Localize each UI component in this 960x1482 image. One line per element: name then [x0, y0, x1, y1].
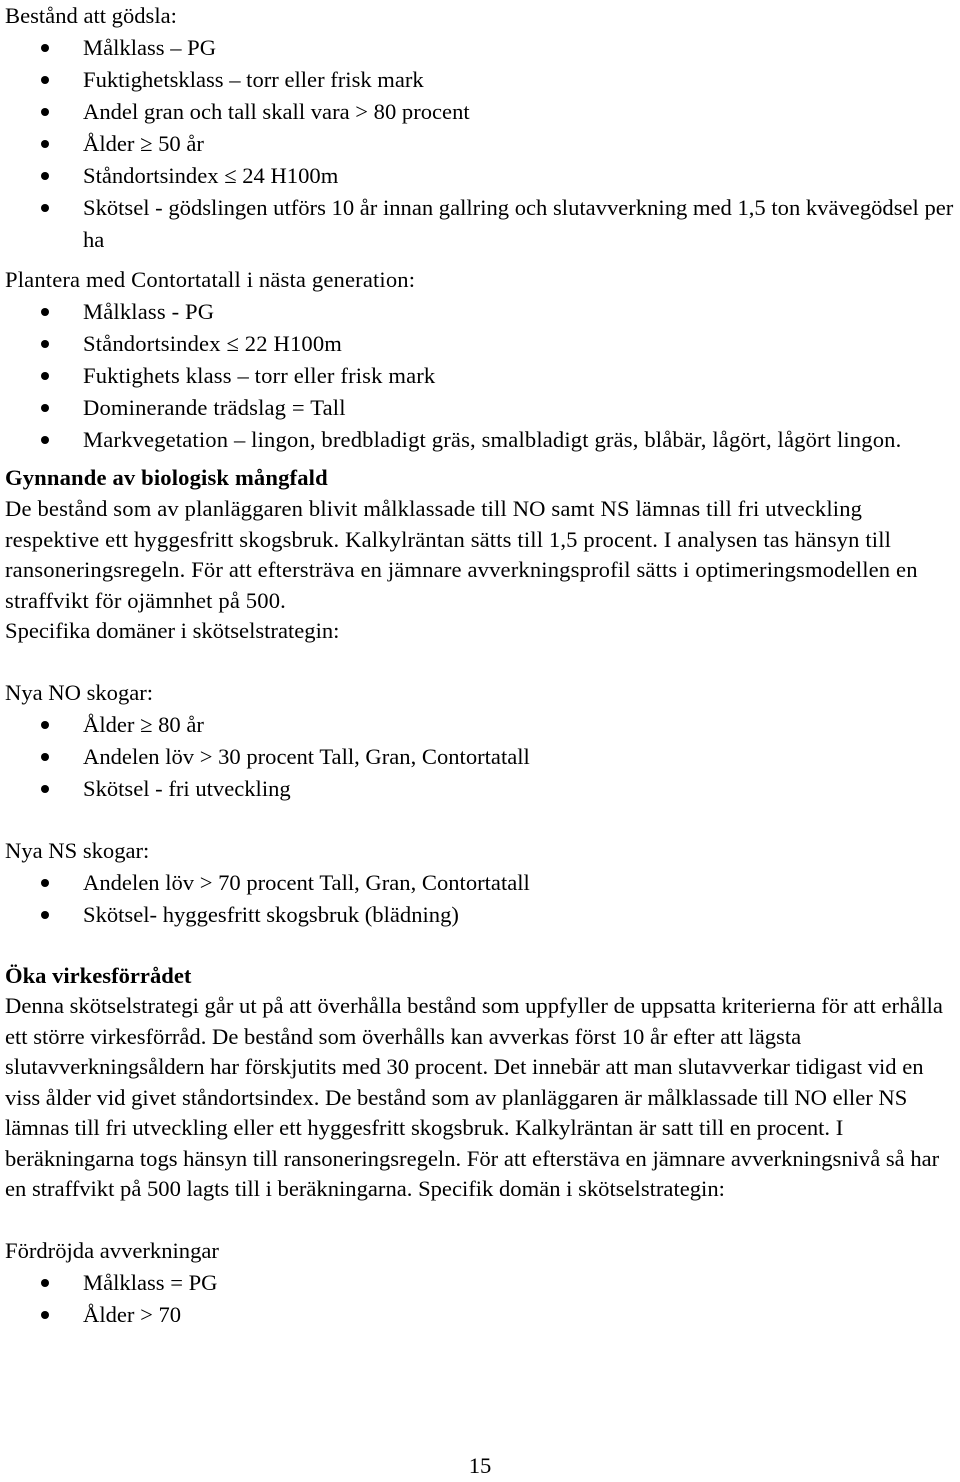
- section-heading-increase-stock: Öka virkesförrådet: [5, 962, 192, 988]
- list-item: Andelen löv > 70 procent Tall, Gran, Contortatall: [5, 867, 955, 899]
- bullet-icon: [41, 308, 49, 316]
- section-heading-biodiversity: Gynnande av biologisk mångfald: [5, 465, 328, 490]
- section-heading-contorta: Plantera med Contortatall i nästa generation:: [5, 267, 416, 292]
- bullet-icon: [41, 372, 49, 380]
- bullet-icon: [41, 108, 49, 116]
- bullet-icon: [41, 911, 49, 919]
- document-page: [5, 0, 955, 1331]
- bullet-icon: [41, 1311, 49, 1319]
- specific-domains-label: Specifika domäner i skötselstrategin:: [5, 618, 340, 643]
- bullet-icon: [41, 140, 49, 148]
- bullet-icon: [41, 753, 49, 761]
- fertilize-criteria-list: [5, 32, 955, 256]
- biodiversity-paragraph: De bestånd som av planläggaren blivit målklassade till NO samt NS lämnas till fri utveckling respektive ett hyggesfritt skogsbruk. Kalkylräntan sätts till 1,5 procent. I analysen tas hänsyn till ransoneringsregeln. För att eftersträva en jämnare avverkningsprofil sätts i optimeringsmodellen en straffvikt för ojämnhet på 500.: [5, 496, 918, 613]
- new-no-list: [5, 709, 955, 805]
- bullet-icon: [41, 340, 49, 348]
- list-item: Ståndortsindex ≤ 24 H100m: [5, 160, 955, 192]
- list-item: Skötsel - gödslingen utförs 10 år innan gallring och slutavverkning med 1,5 ton kvävegödsel per ha: [5, 192, 955, 256]
- bullet-icon: [41, 204, 49, 212]
- list-item: Fuktighetsklass – torr eller frisk mark: [5, 64, 955, 96]
- section-heading-new-no: Nya NO skogar:: [5, 679, 154, 705]
- list-item: Andel gran och tall skall vara > 80 procent: [5, 96, 955, 128]
- list-item: Skötsel - fri utveckling: [5, 773, 955, 805]
- list-item: Ålder ≥ 50 år: [5, 128, 955, 160]
- bullet-icon: [41, 721, 49, 729]
- list-item: Fuktighets klass – torr eller frisk mark: [5, 360, 955, 392]
- bullet-icon: [41, 76, 49, 84]
- bullet-icon: [41, 172, 49, 180]
- list-item: Andelen löv > 30 procent Tall, Gran, Contortatall: [5, 741, 955, 773]
- list-item: Dominerande trädslag = Tall: [5, 392, 955, 424]
- bullet-icon: [41, 1279, 49, 1287]
- section-heading-delayed-harvest: Fördröjda avverkningar: [5, 1237, 219, 1263]
- list-item: Målklass – PG: [5, 32, 955, 64]
- new-ns-list: [5, 867, 955, 931]
- bullet-icon: [41, 879, 49, 887]
- page-number: 15: [468, 1453, 492, 1478]
- list-item: Skötsel- hyggesfritt skogsbruk (blädning): [5, 899, 955, 931]
- bullet-icon: [41, 44, 49, 52]
- list-item: Ståndortsindex ≤ 22 H100m: [5, 328, 955, 360]
- bullet-icon: [41, 436, 49, 444]
- section-heading-fertilize: Bestånd att gödsla:: [5, 3, 177, 28]
- list-item: Målklass = PG: [5, 1267, 955, 1299]
- section-heading-new-ns: Nya NS skogar:: [5, 837, 150, 863]
- delayed-harvest-list: [5, 1267, 955, 1331]
- list-item: Målklass - PG: [5, 296, 955, 328]
- bullet-icon: [41, 404, 49, 412]
- list-item: Ålder > 70: [5, 1299, 955, 1331]
- list-item: Ålder ≥ 80 år: [5, 709, 955, 741]
- bullet-icon: [41, 785, 49, 793]
- list-item: Markvegetation – lingon, bredbladigt gräs, smalbladigt gräs, blåbär, lågört, lågört lingon.: [5, 424, 955, 456]
- increase-stock-paragraph: Denna skötselstrategi går ut på att överhålla bestånd som uppfyller de uppsatta kriterierna för att erhålla ett större virkesförråd. De bestånd som överhålls kan avverkas först 10 år efter att lägsta slutavverkningsåldern har förskjutits med 30 procent. Det innebär att man slutavverkar tidigast vid en viss ålder vid givet ståndortsindex. De bestånd som av planläggaren är målklassade till NO eller NS lämnas till fri utveckling eller ett hyggesfritt skogsbruk. Kalkylräntan är satt till en procent. I beräkningarna togs hänsyn till ransoneringsregeln. För att efterstäva en jämnare avverkningsnivå så har en straffvikt på 500 lagts till i beräkningarna. Specifik domän i skötselstrategin:: [5, 993, 943, 1201]
- contorta-criteria-list: [5, 296, 955, 456]
